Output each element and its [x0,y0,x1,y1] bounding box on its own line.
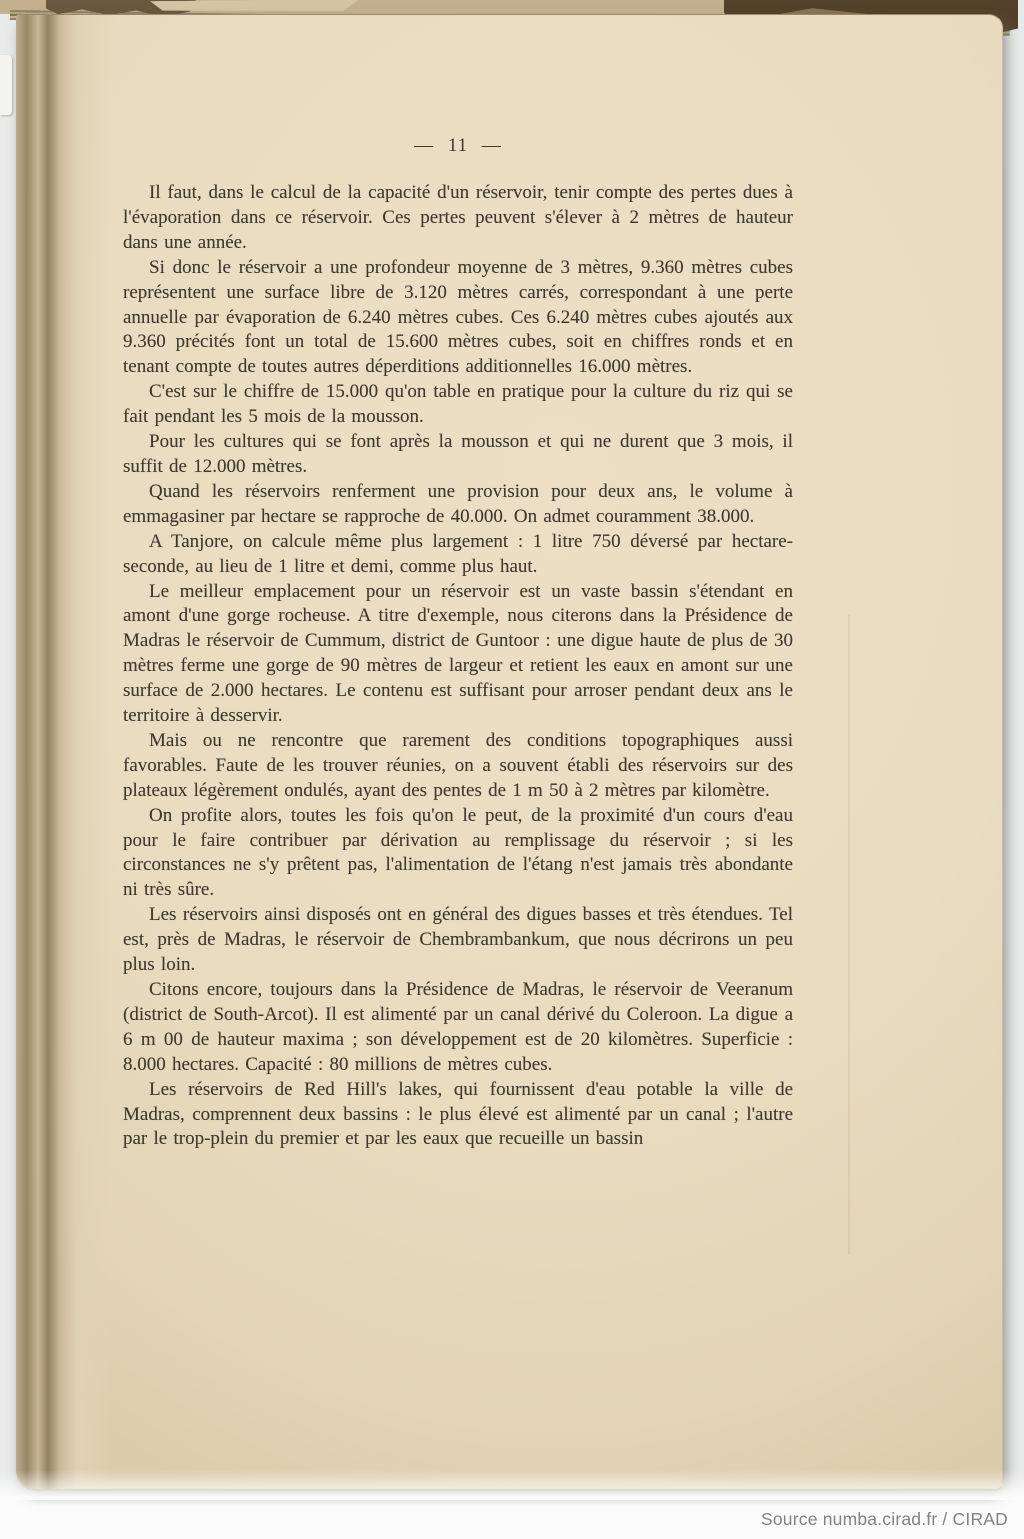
paragraph: Mais ou ne rencontre que rarement des conditions topographiques aussi favorables. Faute de les trouver réunies, on a souvent établi des réservoirs sur des plateaux légèrement ondulés, ayant des pentes de 1 m 50 à 2 mètres par kilomètre. [123,729,793,801]
page-number: — 11 — [414,135,502,156]
paragraph: Pour les cultures qui se font après la mousson et qui ne durent que 3 mois, il suffit de 12.000 mètres. [123,431,793,477]
binding-gutter [16,15,112,1489]
paragraph: A Tanjore, on calcule même plus largement : 1 litre 750 déversé par hectare-seconde, au lieu de 1 litre et demi, comme plus haut. [123,530,793,577]
book-page [16,14,1003,1491]
text-block [123,181,793,1152]
paragraph: Citons encore, toujours dans la Présidence de Madras, le réservoir de Veeranum (district de South-Arcot). Il est alimenté par un canal dérivé du Coleroon. La digue a 6 m 00 de hauteur maxima ; son développement est de 20 kilomètres. Superficie : 8.000 hectares. Capacité : 80 millions de mètres cubes. [123,979,793,1075]
paragraph: Si donc le réservoir a une profondeur moyenne de 3 mètres, 9.360 mètres cubes représentent une surface libre de 3.120 mètres carrés, correspondant à une perte annuelle par évaporation de 6.240 mètres cubes. Ces 6.240 mètres cubes ajoutés aux 9.360 précités font un total de 15.600 mètres cubes, soit en chiffres ronds et en tenant compte de toutes autres déperditions additionnelles 16.000 mètres. [123,256,793,378]
paper-crease [848,615,850,1255]
paragraph: C'est sur le chiffre de 15.000 qu'on table en pratique pour la culture du riz qui se fait pendant les 5 mois de la mousson. [123,381,793,428]
photo-bottom-fade [0,1470,1024,1500]
paragraph: Quand les réservoirs renferment une provision pour deux ans, le volume à emmagasiner par hectare se rapproche de 40.000. On admet couramment 38.000. [123,480,793,527]
paragraph: On profite alors, toutes les fois qu'on le peut, de la proximité d'un cours d'eau pour le faire contribuer par dérivation au remplissage du réservoir ; si les circonstances ne s'y prêtent pas, l'alimentation de l'étang n'est jamais très abondante ni très sûre. [123,804,793,901]
bookmark-sliver [0,55,12,115]
source-attribution: Source numba.cirad.fr / CIRAD [761,1509,1008,1529]
paragraph: Le meilleur emplacement pour un réservoir est un vaste bassin s'étendant en amont d'une gorge rocheuse. A titre d'exemple, nous citerons dans la Présidence de Madras le réservoir de Cummum, district de Guntoor : une digue haute de plus de 30 mètres ferme une gorge de 90 mètres de largeur et retient les eaux en amont sur une surface de 2.000 hectares. Le contenu est suffisant pour arroser pendant deux ans le territoire à desservir. [123,580,793,727]
paragraph: Il faut, dans le calcul de la capacité d'un réservoir, tenir compte des pertes dues à l'évaporation dans ce réservoir. Ces pertes peuvent s'élever à 2 mètres de hauteur dans une année. [123,182,793,253]
paragraph: Les réservoirs de Red Hill's lakes, qui fournissent d'eau potable la ville de Madras, comprennent deux bassins : le plus élevé est alimenté par un canal ; l'autre par le trop-plein du premier et par les eaux que recueille un bassin [123,1078,793,1150]
paragraph: Les réservoirs ainsi disposés ont en général des digues basses et très étendues. Tel est, près de Madras, le réservoir de Chembrambankum, que nous décrirons un peu plus loin. [123,904,793,976]
